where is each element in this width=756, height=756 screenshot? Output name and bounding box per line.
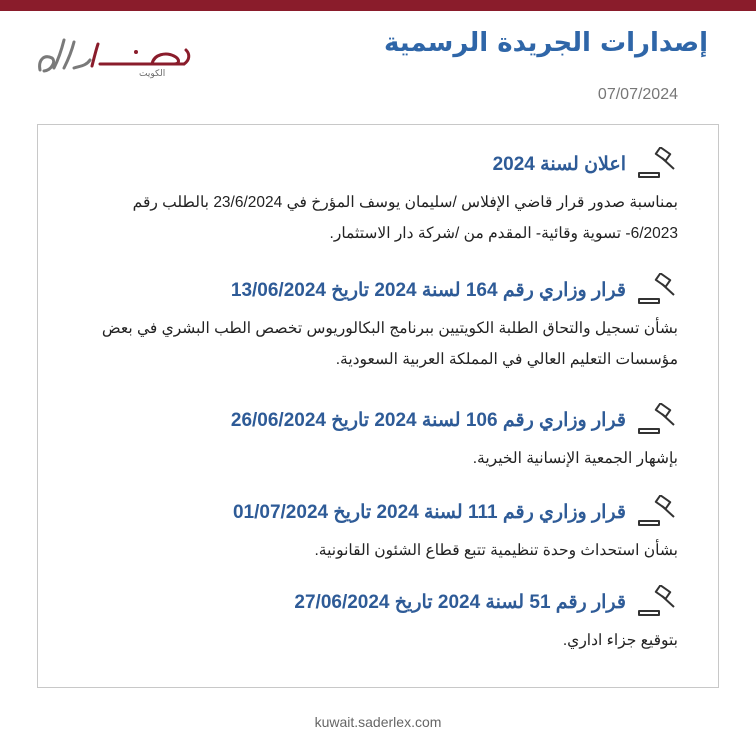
entry-text: بتوقيع جزاء اداري. <box>562 632 678 649</box>
entry-text: بشأن استحداث وحدة تنظيمية تتبع قطاع الشئون القانونية. <box>314 542 678 559</box>
gavel-icon <box>638 273 680 307</box>
gavel-icon <box>638 403 680 437</box>
top-brand-bar <box>0 0 756 11</box>
list-item <box>78 147 678 249</box>
issues-card <box>37 124 719 688</box>
entry-heading[interactable]: قرار رقم 51 لسنة 2024 تاريخ 27/06/2024 <box>78 585 678 619</box>
gavel-icon <box>638 585 680 619</box>
entry-text: بشأن تسجيل والتحاق الطلبة الكويتيين ببرنامج البكالوريوس تخصص الطب البشري في بعض مؤسسات التعليم العالي في المملكة العربية السعودية. <box>101 320 678 368</box>
logo-mark-icon <box>34 30 194 85</box>
list-item <box>78 403 678 474</box>
list-item <box>78 273 678 375</box>
saderlex-logo <box>34 30 194 85</box>
gavel-icon <box>638 147 680 181</box>
entry-heading[interactable]: اعلان لسنة 2024 <box>78 147 678 181</box>
entry-heading[interactable]: قرار وزاري رقم 164 لسنة 2024 تاريخ 13/06/2024 <box>78 273 678 307</box>
list-item <box>78 495 678 566</box>
entry-text: بإشهار الجمعية الإنسانية الخيرية. <box>472 450 678 467</box>
entry-heading[interactable]: قرار وزاري رقم 106 لسنة 2024 تاريخ 26/06/2024 <box>78 403 678 437</box>
logo-subtitle: الكويت <box>139 69 166 79</box>
publication-date: 07/07/2024 <box>597 86 678 103</box>
footer-url[interactable]: kuwait.saderlex.com <box>314 714 442 730</box>
gavel-icon <box>638 495 680 529</box>
entry-text: بمناسبة صدور قرار قاضي الإفلاس /سليمان يوسف المؤرخ في 23/6/2024 بالطلب رقم 6/2023- تسوية وقائية- المقدم من /شركة دار الاستثمار. <box>132 194 678 242</box>
entry-heading[interactable]: قرار وزاري رقم 111 لسنة 2024 تاريخ 01/07/2024 <box>78 495 678 529</box>
page-title: إصدارات الجريدة الرسمية <box>383 28 708 58</box>
list-item <box>78 585 678 656</box>
